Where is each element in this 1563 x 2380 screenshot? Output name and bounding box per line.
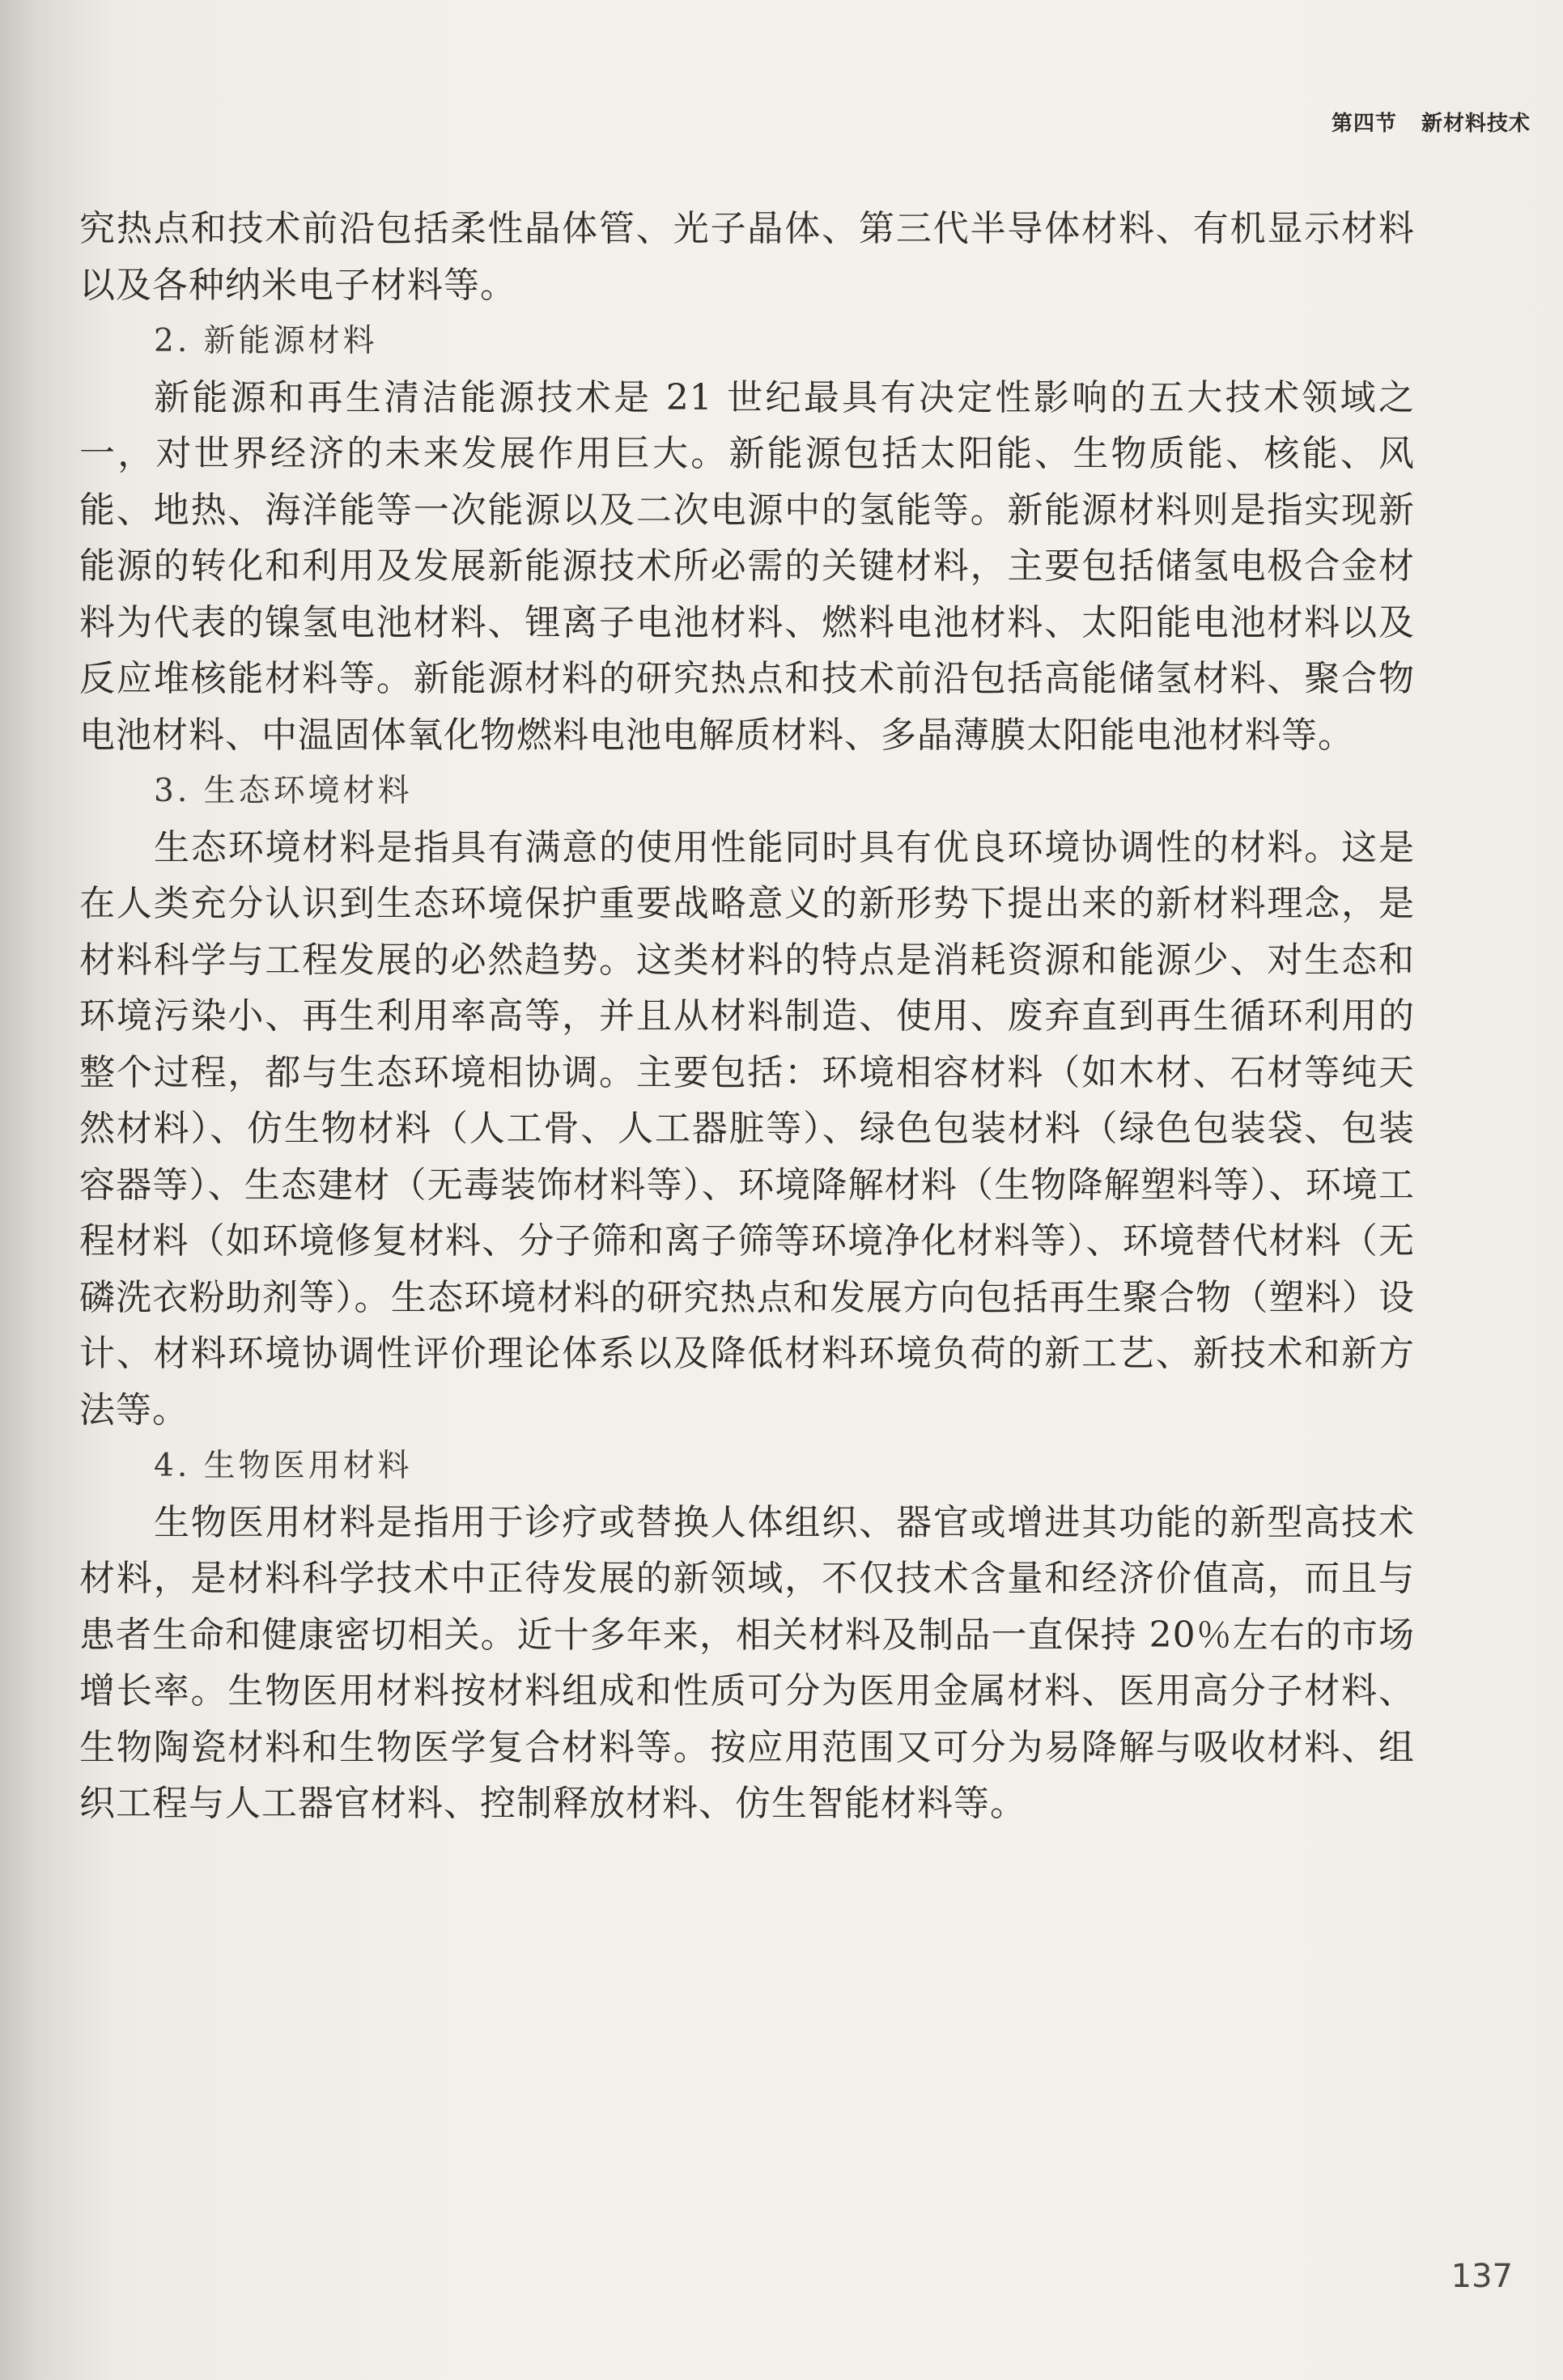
page-number: 137 [1450, 2258, 1513, 2295]
subheading-biomedical-materials: 4. 生物医用材料 [154, 1448, 413, 1484]
paragraph-eco-materials: 生态环境材料是指具有满意的使用性能同时具有优良环境协调性的材料。这是在人类充分认识到生态环境保护重要战略意义的新形势下提出来的新材料理念，是材料科学与工程发展的必然趋势。这类材料的特点是消耗资源和能源少、对生态和环境污染小、再生利用率高等，并且从材料制造、使用、废弃直到再生循环利用的整个过程，都与生态环境相协调。主要包括：环境相容材料（如木材、石材等纯天然材料）、仿生物材料（人工骨、人工器脏等）、绿色包装材料（绿色包装袋、包装容器等）、生态建材（无毒装饰材料等）、环境降解材料（生物降解塑料等）、环境工程材料（如环境修复材料、分子筛和离子筛等环境净化材料等）、环境替代材料（无磷洗衣粉助剂等）。生态环境材料的研究热点和发展方向包括再生聚合物（塑料）设计、材料环境协调性评价理论体系以及降低材料环境负荷的新工艺、新技术和新方法等。 [79, 826, 1415, 1431]
paragraph-new-energy-materials: 新能源和再生清洁能源技术是 21 世纪最具有决定性影响的五大技术领域之一，对世界经济的未来发展作用巨大。新能源包括太阳能、生物质能、核能、风能、地热、海洋能等一次能源以及二次电源中的氢能等。新能源材料则是指实现新能源的转化和利用及发展新能源技术所必需的关键材料，主要包括储氢电极合金材料为代表的镍氢电池材料、锂离子电池材料、燃料电池材料、太阳能电池材料以及反应堆核能材料等。新能源材料的研究热点和技术前沿包括高能储氢材料、聚合物电池材料、中温固体氧化物燃料电池电解质材料、多晶薄膜太阳能电池材料等。 [79, 376, 1415, 756]
body-text [79, 201, 1415, 1832]
section-title: 新材料技术 [1421, 112, 1531, 136]
section-number: 第四节 [1331, 112, 1397, 136]
paragraph-biomedical-materials: 生物医用材料是指用于诊疗或替换人体组织、器官或增进其功能的新型高技术材料，是材料科学技术中正待发展的新领域，不仅技术含量和经济价值高，而且与患者生命和健康密切相关。近十多年来，相关材料及制品一直保持 20％左右的市场增长率。生物医用材料按材料组成和性质可分为医用金属材料、医用高分子材料、生物陶瓷材料和生物医学复合材料等。按应用范围又可分为易降解与吸收材料、组织工程与人工器官材料、控制释放材料、仿生智能材料等。 [79, 1501, 1415, 1824]
subheading-eco-materials: 3. 生态环境材料 [154, 773, 413, 809]
subheading-new-energy-materials: 2. 新能源材料 [154, 323, 378, 359]
running-header [1332, 107, 1531, 137]
paragraph-continued: 究热点和技术前沿包括柔性晶体管、光子晶体、第三代半导体材料、有机显示材料以及各种纳米电子材料等。 [79, 208, 1415, 306]
